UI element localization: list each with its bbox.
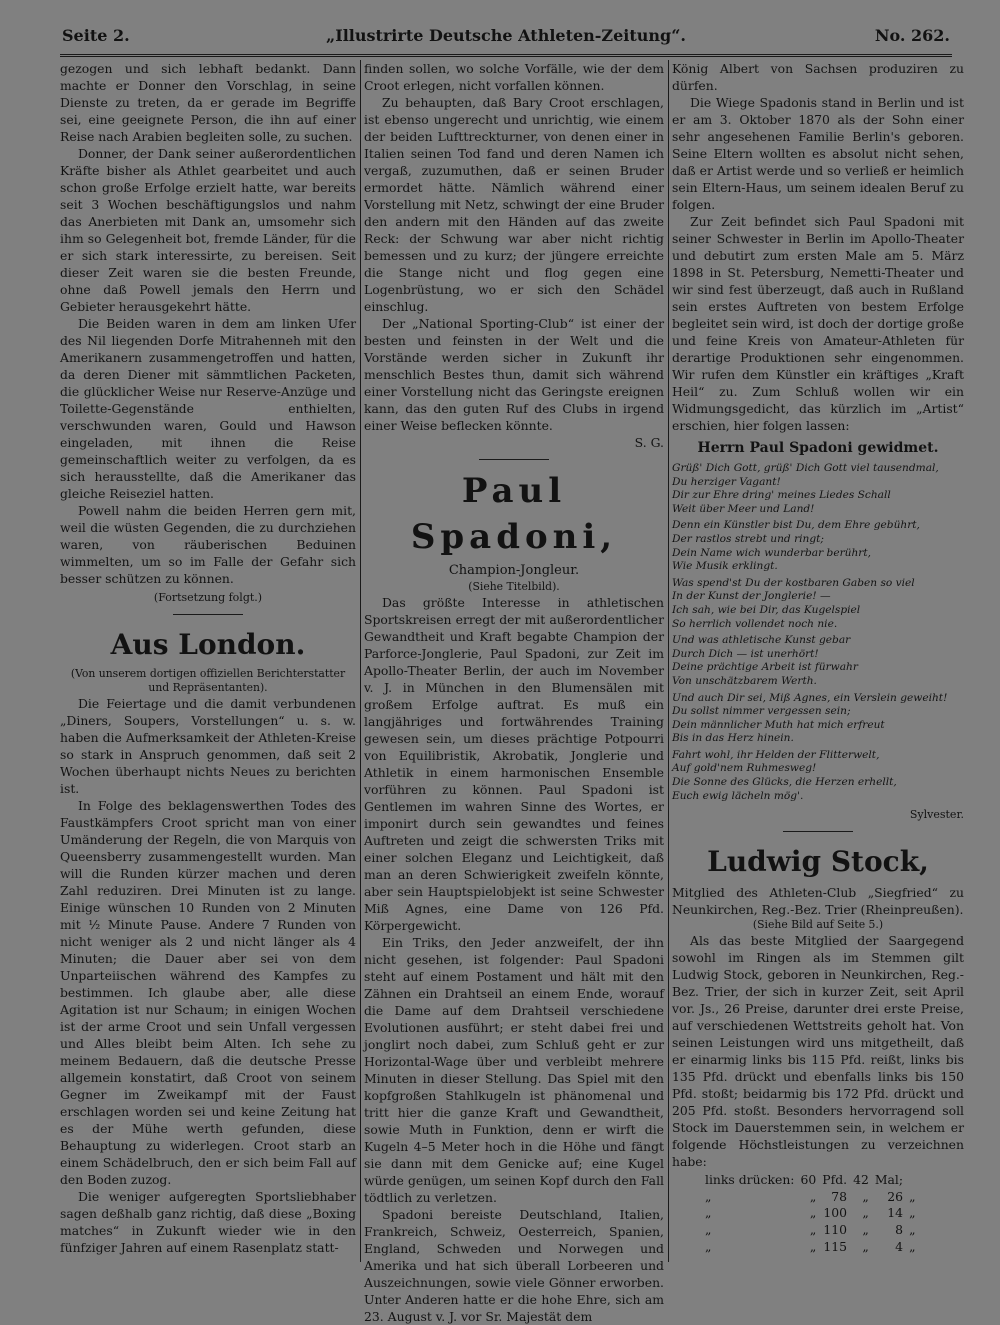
record-cell: „	[909, 1238, 916, 1254]
record-row	[702, 1205, 918, 1222]
record-cell: 110	[823, 1222, 848, 1238]
paragraph: Als das beste Mitglied der Saargegend sowohl im Ringen als im Stemmen gilt Ludwig Stock, geboren in Neunkirchen, Reg.-Bez. Trier, der sich in kurzer Zeit, seit April vor. Js., 26 Preise, darunter drei erste Preise, auf verschiedenen Wettstreits geholt hat. Von seinen Leistungen wird uns mitgetheilt, daß er einarmig links bis 115 Pfd. reißt, links bis 135 Pfd. drückt und ebenfalls links bis 150 Pfd. stoßt; beidarmig bis 172 Pfd. drückt und 205 Pfd. stoßt. Besonders hervorragend soll Stock im Dauerstemmen sein, in welchem er folgende Höchstleistungen zu verzeichnen habe:	[672, 933, 964, 1170]
poem-line: Was spend'st Du der kostbaren Gaben so viel	[672, 576, 915, 589]
poem-line: Durch Dich — ist unerhört!	[672, 647, 819, 660]
record-cell: 8	[895, 1222, 904, 1238]
record-cell: Pfd.	[822, 1172, 848, 1188]
poem-line: Und auch Dir sei, Miß Agnes, ein Verslein geweiht!	[672, 691, 948, 704]
record-cell: 78	[831, 1188, 848, 1204]
paragraph: Der „National Sporting-Club“ ist einer der besten und feinsten in der Welt und die Vorstände werden sicher in Zukunft ihr menschlich Bestes thun, damit sich während einer Vorstellung nicht das Geringste ereignen kann, das den guten Ruf des Clubs in irgend einer Weise beflecken könnte.	[364, 316, 664, 433]
poem-line: Weit über Meer und Land!	[672, 502, 815, 515]
paragraph: Die Wiege Spadonis stand in Berlin und ist er am 3. Oktober 1870 als der Sohn einer sehr angesehenen Familie Berlin's geboren. Seine Eltern wollten es absolut nicht sehen, daß er Artist werde und so verließ er heimlich sein Eltern-Haus, um seinem idealen Beruf zu folgen.	[672, 95, 964, 212]
image-note: (Siehe Bild auf Seite 5.)	[752, 918, 884, 932]
paragraph: gezogen und sich lebhaft bedankt. Dann machte er Donner den Vorschlag, in seine Dienste zu treten, da er gerade im Begriffe sei, eine geeignete Person, die ihn auf einer Reise nach Arabien begleiten solle, zu suchen.	[60, 61, 356, 144]
record-cell: 4	[895, 1238, 904, 1254]
poem-title: Herrn Paul Spadoni gewidmet.	[697, 440, 939, 456]
paragraph: Das größte Interesse in athletischen Sportskreisen erregt der mit außerordentlicher Gewandtheit und Kraft begabte Champion der Parforce-Jonglerie, Paul Spadoni, zur Zeit im Apollo-Theater Berlin, der auch im November v. J. in München in den Blumensälen mit großem Erfolge auftrat. Es muß ein langjähriges und fortwährendes Training gewesen sein, um dieses prächtige Potpourri von Equilibristik, Akrobatik, Jonglerie und Athletik in einem harmonischen Ensemble vorführen zu können. Paul Spadoni ist Gentlemen im wahren Sinne des Wortes, er imponirt durch sein gewandtes und feines Auftreten und zeigt die schwersten Triks mit einer solchen Eleganz und Leichtigkeit, daß man an deren Schwierigkeit zweifeln könnte, aber sein Hauptspielobjekt ist seine Schwester Miß Agnes, eine Dame von 126 Pfd. Körpergewicht.	[364, 595, 664, 933]
poem-line: Dein Name wich wunderbar berührt,	[672, 546, 871, 559]
column-3	[672, 60, 964, 1268]
image-note: (Siehe Titelbild).	[468, 580, 560, 593]
record-cell: Mal;	[874, 1172, 904, 1188]
paragraph: Die Beiden waren in dem am linken Ufer des Nil liegenden Dorfe Mitrahenneh mit den Amerikanern zusammengetroffen und hatten, da deren Diener mit sämmtlichen Packeten, die glücklicher Weise nur Reserve-Anzüge und Toilette-Gegenstände enthielten, verschwunden waren, Gould und Hawson eingeladen, mit ihnen die Reise gemeinschaftlich weiter zu verfolgen, da es sich herausstellte, daß die Amerikaner das gleiche Reiseziel hatten.	[60, 316, 356, 501]
column-1	[60, 60, 356, 1268]
poem-line: Du herziger Vagant!	[672, 475, 781, 488]
poem-stanza	[672, 749, 964, 803]
author-initials: S. G.	[634, 435, 664, 450]
poem-stanza	[672, 692, 964, 746]
records-table	[702, 1172, 918, 1255]
record-cell: 60	[800, 1172, 817, 1188]
record-cell: „	[909, 1188, 916, 1204]
poem-line: Dir zur Ehre dring' meines Liedes Schall	[672, 489, 891, 502]
poem-stanza	[672, 462, 964, 516]
poem-signature: Sylvester.	[909, 808, 964, 822]
record-cell: „	[809, 1238, 817, 1254]
poem-stanza	[672, 634, 964, 688]
record-cell: „	[809, 1205, 817, 1221]
poem-line: Euch ewig lächeln mög'.	[672, 789, 804, 802]
page-header	[62, 26, 950, 52]
record-row	[702, 1239, 918, 1256]
poem-line: Bis in das Herz hinein.	[672, 732, 794, 745]
record-row	[702, 1172, 918, 1189]
record-cell: links drücken:	[705, 1172, 795, 1188]
record-row	[702, 1222, 918, 1239]
column-divider	[668, 60, 669, 1262]
poem-line: Wie Musik erklingt.	[672, 560, 778, 573]
poem-line: Der rastlos strebt und ringt;	[672, 532, 824, 545]
separator	[479, 459, 549, 460]
paragraph: In Folge des beklagenswerthen Todes des Faustkämpfers Croot spricht man von einer Umänderung der Regeln, die von Marquis von Queensberry zusammengestellt wurden. Man will die Runden kürzer machen und deren Zahl reduziren. Drei Minuten ist zu lange. Einige wünschen 10 Runden von 2 Minuten mit ½ Minute Pause. Andere 7 Runden von nicht weniger als 2 und nicht länger als 4 Minuten; die Dauer aber sei von dem Unparteiischen während des Kampfes zu bestimmen. Ich glaube aber, alle diese Agitation ist nur Schaum; in einigen Wochen ist der arme Croot und sein Unfall vergessen und Alles bleibt beim Alten. Ich sehe zu meinem Bedauern, daß die deutsche Presse allgemein konstatirt, daß Croot von seinem Gegner im Zweikampf mit der Faust erschlagen worden sei und keine Zeitung hat es der Mühe werth gefunden, diese Behauptung zu widerlegen. Croot starb an einem Schädelbruch, den er sich beim Fall auf den Boden zuzog.	[60, 798, 356, 1187]
article-title: Paul Spadoni,	[410, 471, 618, 557]
record-cell: „	[809, 1222, 817, 1238]
byline: (Von unserem dortigen offiziellen Berichterstatter und Repräsentanten).	[70, 667, 346, 694]
paragraph: König Albert von Sachsen produziren zu dürfen.	[672, 61, 964, 93]
page-number-left: Seite 2.	[62, 26, 130, 45]
paragraph: finden sollen, wo solche Vorfälle, wie der dem Croot erlegen, nicht vorfallen können.	[364, 61, 664, 93]
record-cell: „	[862, 1205, 869, 1221]
article-title: Aus London.	[110, 628, 306, 661]
record-cell: „	[705, 1205, 712, 1221]
column-2	[364, 60, 664, 1324]
paragraph: Mitglied des Athleten-Club „Siegfried“ zu Neunkirchen, Reg.-Bez. Trier (Rheinpreußen).	[672, 885, 964, 918]
paragraph: Donner, der Dank seiner außerordentlichen Kräfte bisher als Athlet gearbeitet und auch schon große Erfolge erzielt hatte, war bereits seit 3 Wochen beschäftigungslos und nahm das Anerbieten mit Dank an, umsomehr sich ihm so Gelegenheit bot, fremde Länder, für die er sich stark interessirte, zu bereisen. Seit dieser Zeit waren sie die besten Freunde, ohne daß Powell jemals den Herrn und Gebieter herausgekehrt hätte.	[60, 146, 356, 314]
poem-line: Grüß' Dich Gott, grüß' Dich Gott viel tausendmal,	[672, 462, 939, 474]
record-cell: 42	[853, 1172, 869, 1188]
column-divider	[360, 60, 361, 1262]
poem-line: In der Kunst der Jonglerie! —	[672, 590, 831, 603]
article-title: Ludwig Stock,	[707, 845, 929, 879]
poem-stanza	[672, 577, 964, 631]
header-rule	[60, 54, 952, 57]
record-cell: „	[909, 1205, 916, 1221]
record-cell: „	[862, 1222, 869, 1238]
record-cell: „	[909, 1222, 916, 1238]
poem-line: Deine prächtige Arbeit ist fürwahr	[672, 661, 858, 674]
poem-stanza	[672, 519, 964, 573]
record-row	[702, 1189, 918, 1206]
record-cell: „	[809, 1188, 817, 1204]
poem-line: Und was athletische Kunst gebar	[672, 634, 851, 647]
paragraph: Powell nahm die beiden Herren gern mit, weil die wüsten Gegenden, die zu durchziehen waren, von räuberischen Beduinen wimmelten, um so im Falle der Gefahr sich besser schützen zu können.	[60, 503, 356, 586]
record-cell: 14	[887, 1205, 904, 1221]
record-cell: „	[862, 1188, 869, 1204]
poem-line: Dein männlicher Muth hat mich erfreut	[672, 718, 885, 731]
poem-line: Fahrt wohl, ihr Helden der Flitterwelt,	[672, 748, 880, 761]
paragraph: Zur Zeit befindet sich Paul Spadoni mit seiner Schwester in Berlin im Apollo-Theater und debutirt zum ersten Male am 5. März 1898 in St. Petersburg, Nemetti-Theater und wir sind fest überzeugt, daß auch in Rußland sein erstes Auftreten von bestem Erfolge begleitet sein wird, ist doch der dortige große und feine Kreis von Amateur-Athleten für derartige Produktionen sehr eingenommen. Wir rufen dem Künstler ein kräftiges „Kraft Heil“ zu. Zum Schluß wollen wir ein Widmungsgedicht, das kürzlich im „Artist“ erschien, hier folgen lassen:	[672, 214, 964, 433]
poem-line: Denn ein Künstler bist Du, dem Ehre gebührt,	[672, 519, 920, 532]
poem-line: Auf gold'nem Ruhmesweg!	[672, 762, 817, 775]
paragraph: Die weniger aufgeregten Sportsliebhaber sagen deßhalb ganz richtig, daß diese „Boxing matches“ in Zukunft wieder wie in den fünfziger Jahren auf einem Rasenplatz statt-	[60, 1189, 356, 1255]
record-cell: „	[705, 1238, 712, 1254]
record-cell: „	[862, 1238, 869, 1254]
paragraph: Spadoni bereiste Deutschland, Italien, Frankreich, Schweiz, Oesterreich, Spanien, England, Schweden und Norwegen und Amerika und hat sich überall Lorbeeren und Auszeichnungen, sowie viele Gönner erworben. Unter Anderen hatte er die hohe Ehre, sich am 23. August v. J. vor Sr. Majestät dem	[364, 1207, 664, 1324]
record-cell: 100	[823, 1205, 848, 1221]
poem-line: Von unschätzbarem Werth.	[672, 674, 817, 687]
paragraph: Die Feiertage und die damit verbundenen „Diners, Soupers, Vorstellungen“ u. s. w. haben die Aufmerksamkeit der Athleten-Kreise so stark in Anspruch genommen, daß seit 2 Wochen überhaupt nichts Neues zu berichten ist.	[60, 696, 356, 796]
issue-number: No. 262.	[874, 26, 950, 45]
record-cell: „	[705, 1188, 712, 1204]
record-cell: 115	[823, 1238, 848, 1254]
continuation-note: (Fortsetzung folgt.)	[153, 591, 263, 604]
separator	[783, 831, 853, 832]
poem-line: Du sollst nimmer vergessen sein;	[672, 705, 851, 718]
paragraph: Ein Triks, den Jeder anzweifelt, der ihn nicht gesehen, ist folgender: Paul Spadoni steht auf einem Postament und hält mit den Zähnen ein Drahtseil an einem Ende, worauf die Dame auf dem Drahtseil verschiedene Evolutionen ausführt; er steht dabei frei und jonglirt noch dabei, zum Schluß geht er zur Horizontal-Wage über und verbleibt mehrere Minuten in dieser Stellung. Das Spiel mit den kopfgroßen Stahlkugeln ist phänomenal und tritt hier die ganze Kraft und Gewandtheit, sowie Muth in Funktion, denn er wirft die Kugeln 4–5 Meter hoch in die Höhe und fängt sie dann mit dem Genicke auf; eine Kugel würde genügen, um seinen Kopf durch den Fall tödtlich zu verletzen.	[364, 935, 664, 1205]
poem-line: So herrlich vollendet noch nie.	[672, 617, 838, 630]
poem-line: Die Sonne des Glücks, die Herzen erhellt,	[672, 776, 897, 789]
newspaper-title: „Illustrirte Deutsche Athleten-Zeitung“.	[326, 26, 686, 45]
separator	[173, 614, 243, 615]
record-cell: 26	[887, 1188, 904, 1204]
record-cell: „	[705, 1222, 712, 1238]
article-subtitle: Champion-Jongleur.	[448, 563, 580, 578]
paragraph: Zu behaupten, daß Bary Croot erschlagen, ist ebenso ungerecht und unrichtig, wie einem der beiden Lufttreckturner, von denen einer in Italien seinen Tod fand und deren Namen ich vergaß, zuzumuthen, daß er seinen Bruder ermordet hätte. Nämlich während einer Vorstellung mit Netz, schwingt der eine Bruder den andern mit den Händen auf das zweite Reck: der Schwung war aber nicht richtig bemessen und zu kurz; der jüngere erreichte die Stange nicht und flog gegen eine Logenbrüstung, wo er sich den Schädel einschlug.	[364, 95, 664, 314]
poem-line: Ich sah, wie bei Dir, das Kugelspiel	[672, 603, 861, 616]
poem	[672, 462, 964, 803]
